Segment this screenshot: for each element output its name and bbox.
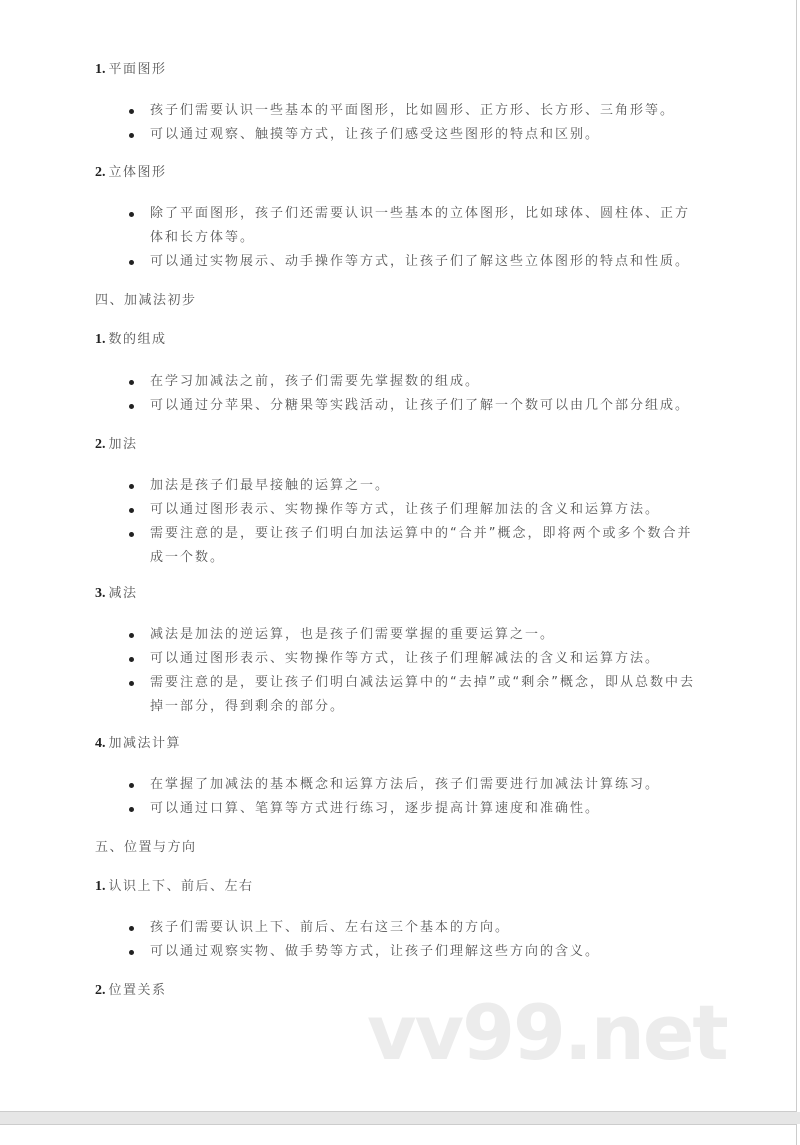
- page-gap: [0, 1112, 800, 1124]
- heading: 1. 数的组成: [95, 332, 167, 347]
- list-item: 孩子们需要认识上下、前后、左右这三个基本的方向。: [150, 916, 700, 940]
- heading: 4. 加减法计算: [95, 736, 182, 751]
- list-item: 加法是孩子们最早接触的运算之一。: [150, 474, 700, 498]
- watermark: vv99.net: [367, 988, 727, 1077]
- heading: 3. 减法: [95, 586, 138, 601]
- list-item: 在掌握了加减法的基本概念和运算方法后，孩子们需要进行加减法计算练习。: [150, 773, 700, 797]
- list-item: 可以通过实物展示、动手操作等方式，让孩子们了解这些立体图形的特点和性质。: [150, 250, 700, 274]
- heading: 2. 加法: [95, 437, 138, 452]
- list-item: 在学习加减法之前，孩子们需要先掌握数的组成。: [150, 370, 700, 394]
- list-item: 可以通过图形表示、实物操作等方式，让孩子们理解减法的含义和运算方法。: [150, 647, 700, 671]
- list-item: 孩子们需要认识一些基本的平面图形，比如圆形、正方形、长方形、三角形等。: [150, 99, 700, 123]
- list-item: 需要注意的是，要让孩子们明白加法运算中的“合并”概念，即将两个或多个数合并成一个数。: [150, 522, 700, 570]
- list-item: 除了平面图形，孩子们还需要认识一些基本的立体图形，比如球体、圆柱体、正方体和长方体等。: [150, 202, 700, 250]
- heading: 1. 认识上下、前后、左右: [95, 879, 254, 894]
- list-item: 需要注意的是，要让孩子们明白减法运算中的“去掉”或“剩余”概念，即从总数中去掉一部分，得到剩余的部分。: [150, 671, 700, 719]
- heading: 2. 位置关系: [95, 983, 167, 998]
- heading: 2. 立体图形: [95, 165, 167, 180]
- list-item: 可以通过观察实物、做手势等方式，让孩子们理解这些方向的含义。: [150, 940, 700, 964]
- list-item: 可以通过图形表示、实物操作等方式，让孩子们理解加法的含义和运算方法。: [150, 498, 700, 522]
- chapter-heading: 五、位置与方向: [95, 840, 197, 855]
- list-item: 减法是加法的逆运算，也是孩子们需要掌握的重要运算之一。: [150, 623, 700, 647]
- chapter-heading: 四、加减法初步: [95, 293, 197, 308]
- list-item: 可以通过观察、触摸等方式，让孩子们感受这些图形的特点和区别。: [150, 123, 700, 147]
- list-item: 可以通过分苹果、分糖果等实践活动，让孩子们了解一个数可以由几个部分组成。: [150, 394, 700, 418]
- next-page: [0, 1124, 797, 1145]
- list-item: 可以通过口算、笔算等方式进行练习，逐步提高计算速度和准确性。: [150, 797, 700, 821]
- heading: 1. 平面图形: [95, 62, 167, 77]
